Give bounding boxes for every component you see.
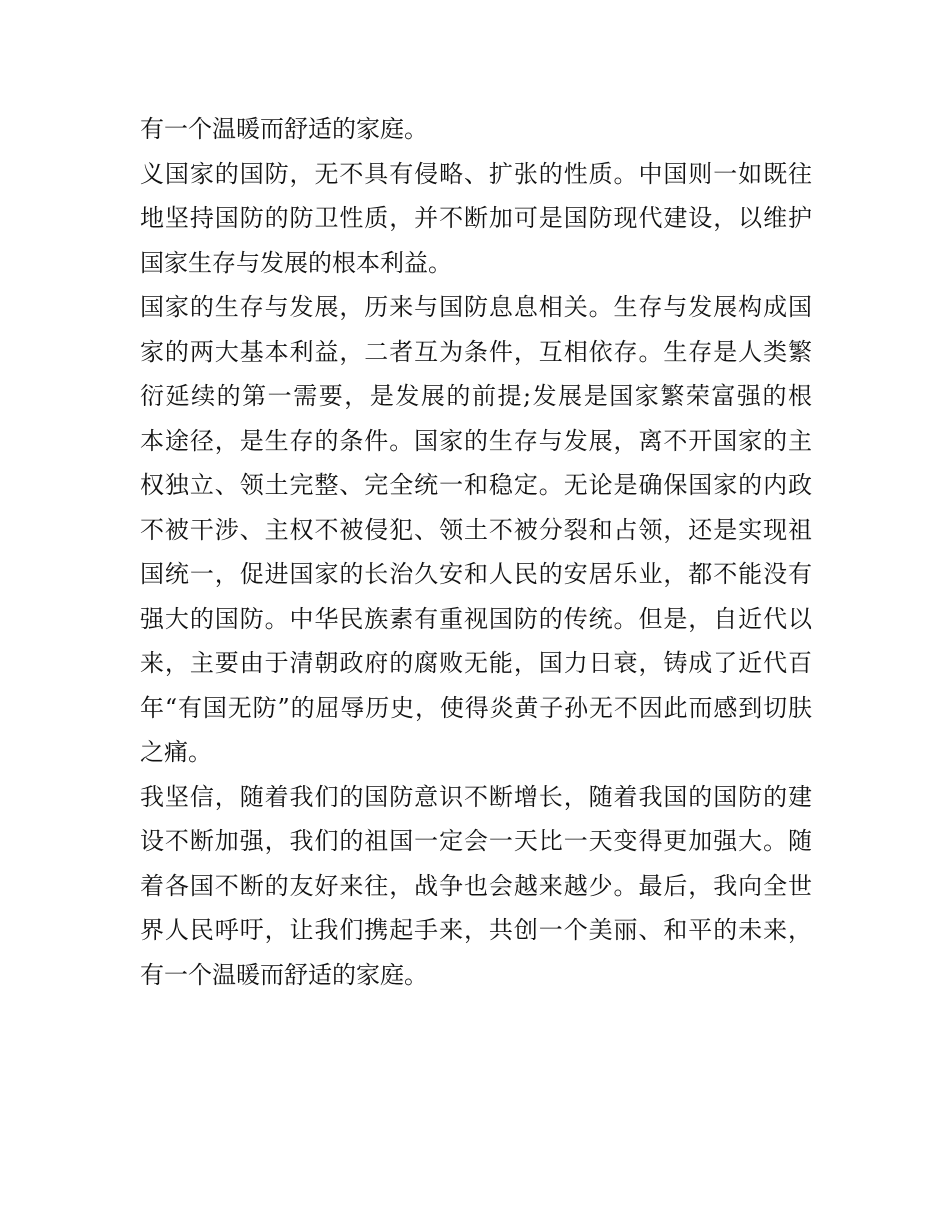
- text-line: 地坚持国防的防卫性质，并不断加可是国防现代建设，以维护: [140, 204, 812, 232]
- text-line: 家的两大基本利益，二者互为条件，互相依存。生存是人类繁: [140, 337, 812, 366]
- text-line: 有一个温暖而舒适的家庭。: [140, 115, 428, 143]
- text-line: 权独立、领土完整、完全统一和稳定。无论是确保国家的内政: [140, 471, 812, 499]
- text-line: 国家的生存与发展，历来与国防息息相关。生存与发展构成国: [140, 293, 812, 321]
- text-line: 不被干涉、主权不被侵犯、领土不被分裂和占领，还是实现祖: [140, 515, 812, 544]
- paragraph-2: [140, 152, 812, 286]
- text-line: 来，主要由于清朝政府的腐败无能，国力日衰，铸成了近代百: [140, 649, 812, 677]
- text-line: 国家生存与发展的根本利益。: [140, 248, 452, 277]
- paragraph-4: [140, 775, 812, 998]
- text-line: 界人民呼吁，让我们携起手来，共创一个美丽、和平的未来，: [140, 916, 812, 944]
- paragraph-1: [140, 107, 812, 152]
- paragraph-3: [140, 285, 812, 775]
- text-line: 强大的国防。中华民族素有重视国防的传统。但是，自近代以: [140, 604, 812, 633]
- text-line: 年“有国无防”的屈辱历史，使得炎黄子孙无不因此而感到切肤: [140, 693, 812, 722]
- text-line: 本途径，是生存的条件。国家的生存与发展，离不开国家的主: [140, 426, 812, 455]
- text-line: 我坚信，随着我们的国防意识不断增长，随着我国的国防的建: [140, 782, 812, 811]
- text-line: 之痛。: [140, 738, 212, 766]
- text-line: 国统一，促进国家的长治久安和人民的安居乐业，都不能没有: [140, 560, 812, 588]
- text-line: 设不断加强，我们的祖国一定会一天比一天变得更加强大。随: [140, 827, 812, 855]
- text-line: 义国家的国防，无不具有侵略、扩张的性质。中国则一如既往: [140, 159, 812, 188]
- text-line: 有一个温暖而舒适的家庭。: [140, 960, 428, 989]
- text-line: 着各国不断的友好来往，战争也会越来越少。最后，我向全世: [140, 871, 812, 900]
- text-line: 衍延续的第一需要，是发展的前提;发展是国家繁荣富强的根: [140, 382, 812, 410]
- document-body: [140, 107, 812, 997]
